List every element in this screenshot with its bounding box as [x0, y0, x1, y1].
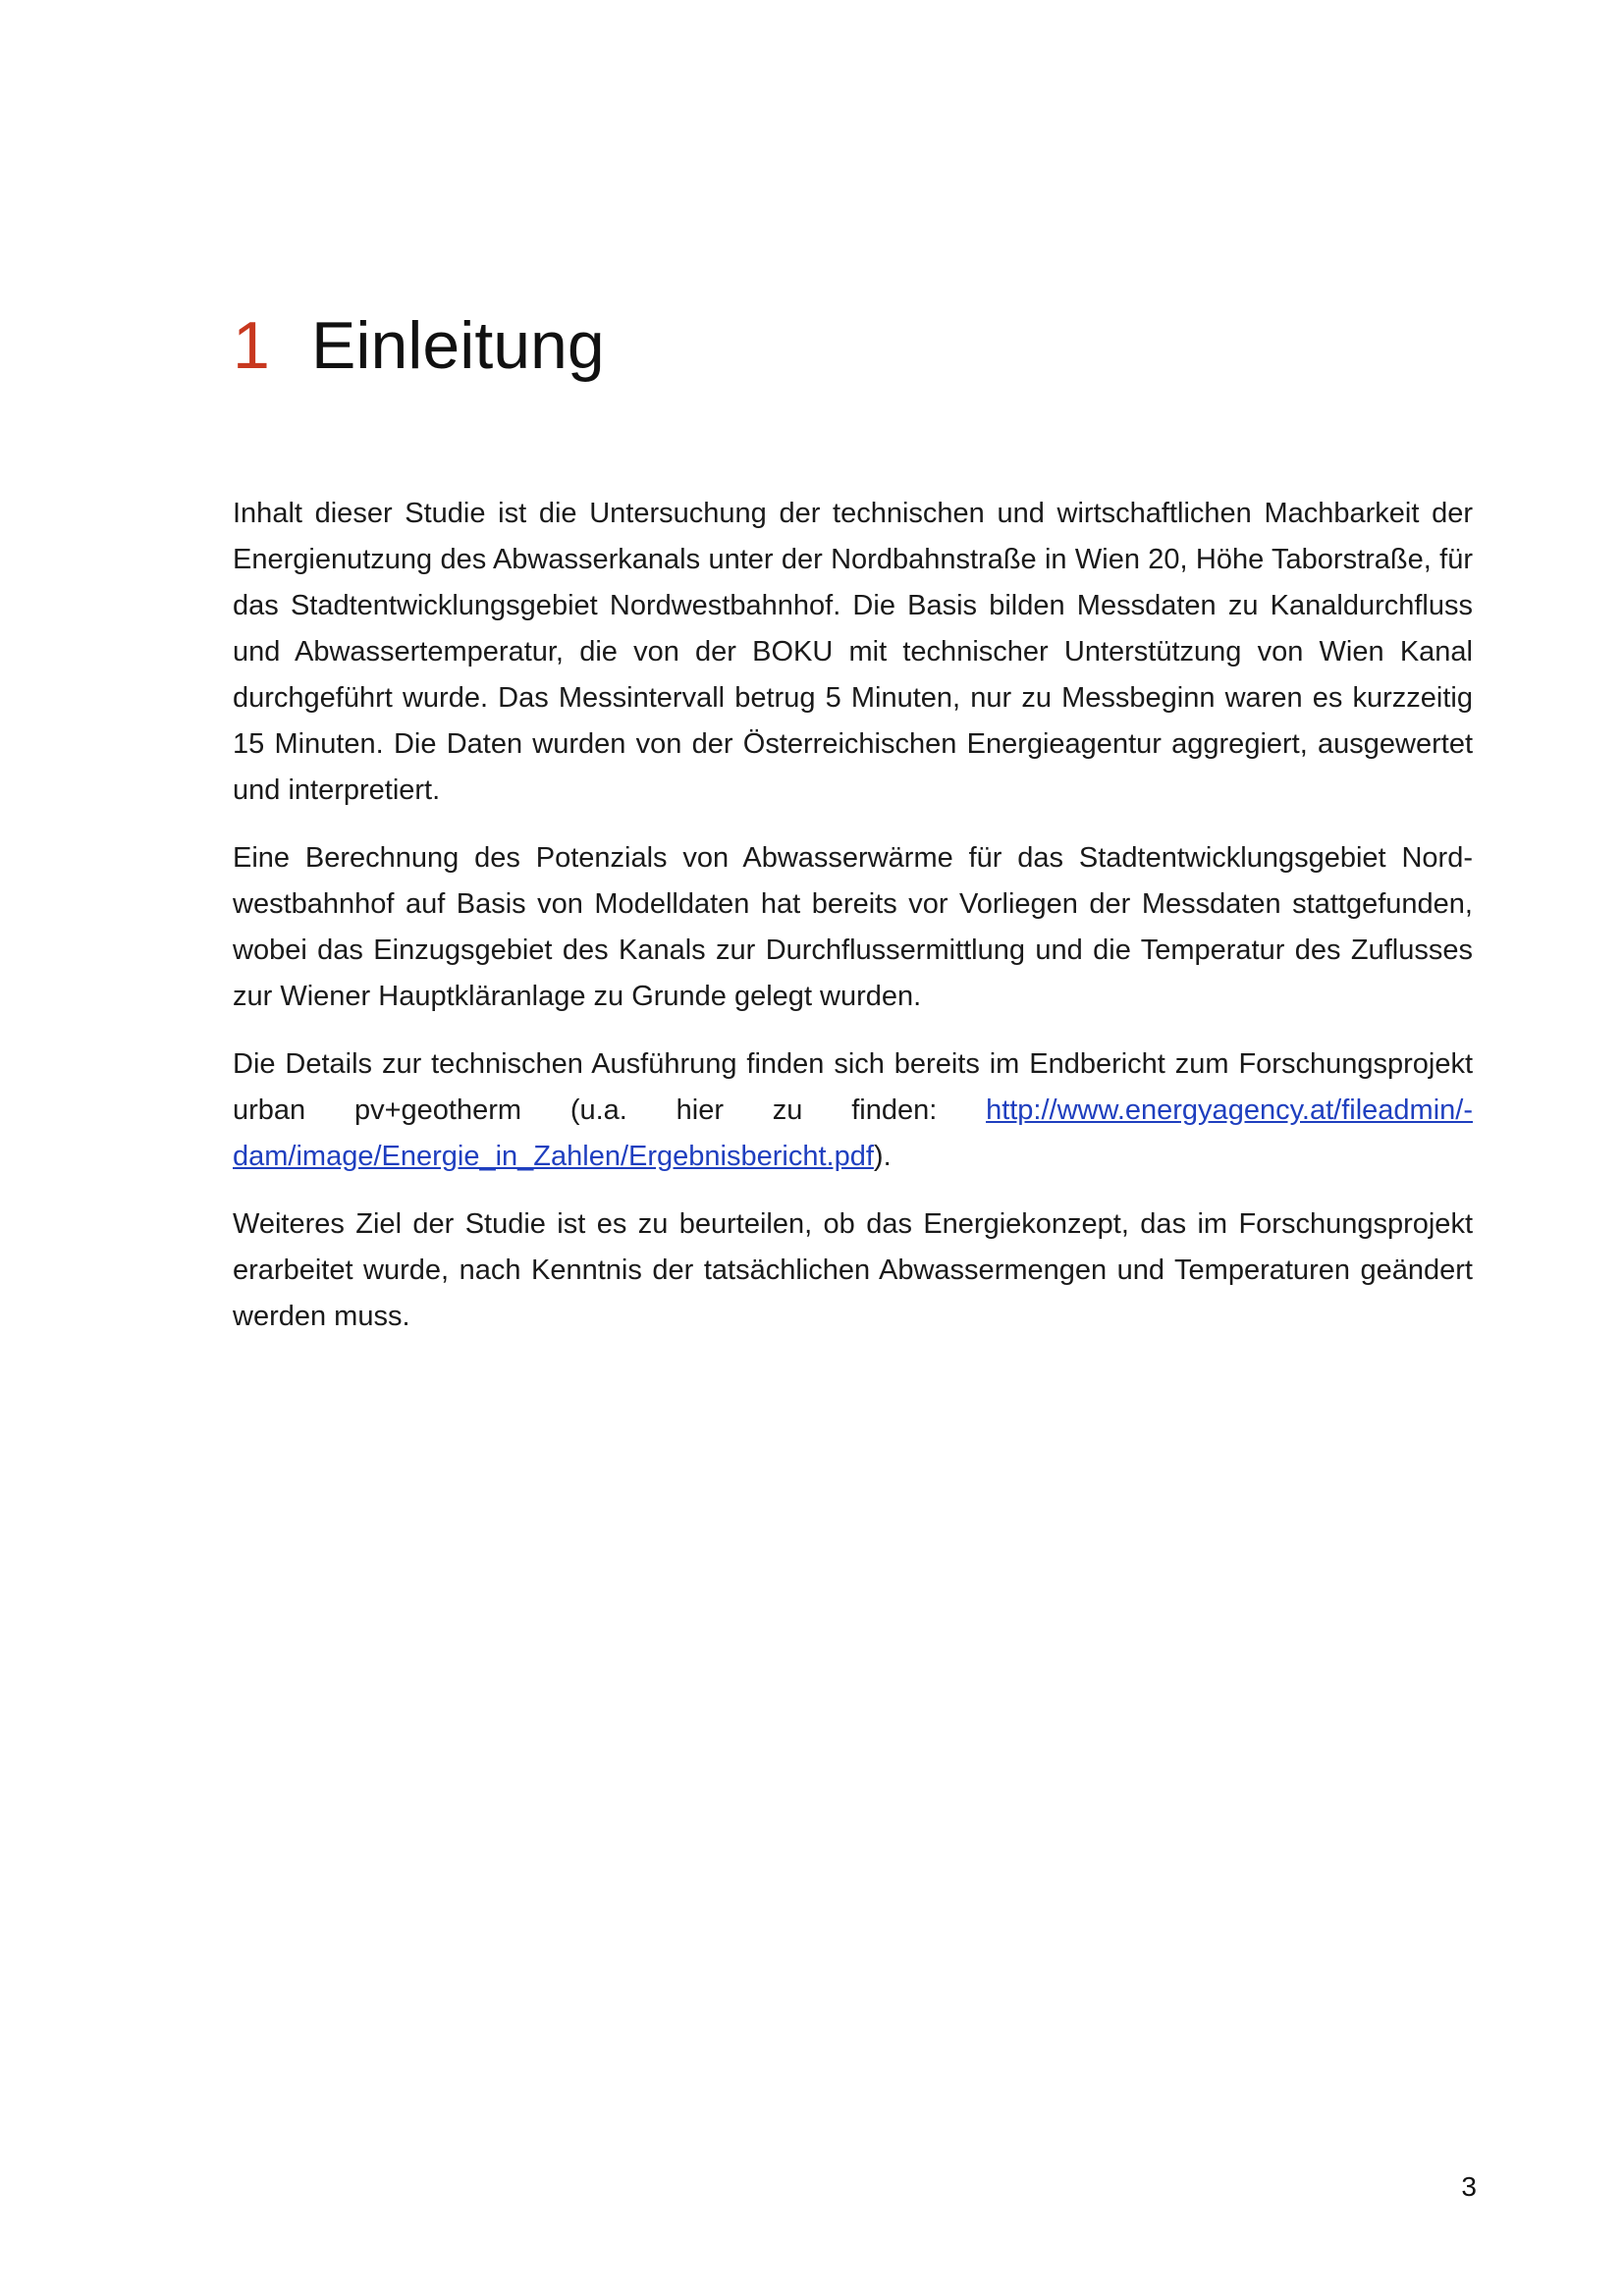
paragraph-intro: Inhalt dieser Studie ist die Untersuchung der technischen und wirtschaftlichen Machbarkeit der Energienutzung des Abwasserkanals unter der Nordbahnstraße in Wien 20, Höhe Taborstraße, für das Stadtentwicklungsgebiet Nordwestbahnhof. Die Basis bilden Messdaten zu Kanaldurchfluss und Abwassertemperatur, die von der BOKU mit technischer Unterstützung von Wien Kanal durchgeführt wurde. Das Messintervall betrug 5 Minuten, nur zu Messbeginn waren es kurzzeitig 15 Minuten. Die Daten wurden von der Österreichischen Energieagentur aggregiert, ausgewertet und interpretiert.: [233, 498, 1473, 806]
paragraph-details-text: Die Details zur technischen Ausführung finden sich bereits im Endbericht zum Forschungsprojekt urban pv+geotherm (u.a. hier zu finden:: [233, 1048, 1473, 1126]
chapter-number: 1: [233, 308, 270, 383]
body-text: [233, 491, 1473, 1362]
paragraph-potential: Eine Berechnung des Potenzials von Abwasserwärme für das Stadtentwicklungsgebiet Nordwestbahnhof auf Basis von Modelldaten hat bereits vor Vorliegen der Messdaten stattgefunden, wobei das Einzugsgebiet des Kanals zur Durchflussermittlung und die Temperatur des Zuflusses zur Wiener Hauptkläranlage zu Grunde gelegt wurden.: [233, 842, 1473, 1012]
chapter-title: Einleitung: [311, 308, 605, 383]
paragraph-details: [233, 1041, 1473, 1180]
report-link[interactable]: http://www.energyagency.at/fileadmin/-dam/image/Energie_in_Zahlen/Ergebnisbericht.pdf: [233, 1095, 1473, 1172]
chapter-heading: [233, 308, 605, 383]
paragraph-goal: Weiteres Ziel der Studie ist es zu beurteilen, ob das Energiekonzept, das im Forschungsprojekt erarbeitet wurde, nach Kenntnis der tatsächlichen Abwassermengen und Temperaturen geändert werden muss.: [233, 1208, 1473, 1332]
page-number: 3: [1461, 2171, 1477, 2202]
paragraph-details-end: ).: [873, 1141, 892, 1172]
